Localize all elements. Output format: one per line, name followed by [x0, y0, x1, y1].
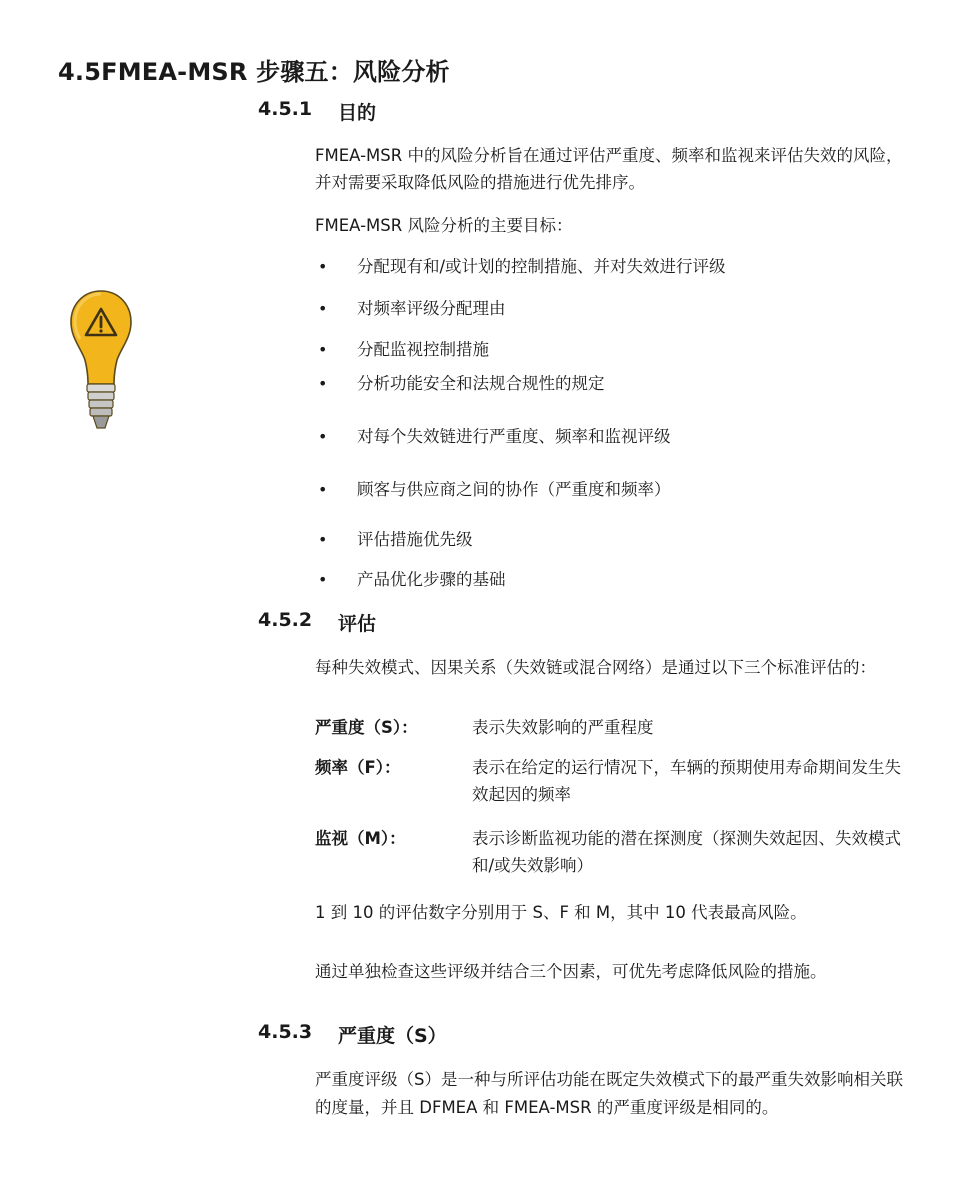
bullet-marker: • — [318, 427, 328, 446]
definition-term: 严重度（S）： — [315, 718, 418, 737]
list-item: 分配现有和/或计划的控制措施、并对失效进行评级 — [357, 257, 726, 276]
list-item: 对频率评级分配理由 — [357, 299, 506, 318]
list-item: 评估措施优先级 — [357, 530, 473, 549]
bullet-marker: • — [318, 374, 328, 393]
evaluation-intro: 每种失效模式、因果关系（失效链或混合网络）是通过以下三个标准评估的： — [315, 658, 876, 677]
section-number: 4.5.3 — [258, 1021, 313, 1043]
list-item: 分析功能安全和法规合规性的规定 — [357, 374, 605, 393]
bullet-marker: • — [318, 530, 328, 549]
section-title: 严重度（S） — [338, 1025, 447, 1047]
scale-note: 1 到 10 的评估数字分别用于 S、F 和 M，其中 10 代表最高风险。 — [315, 903, 807, 922]
definition-term: 监视（M）： — [315, 829, 406, 848]
list-item: 顾客与供应商之间的协作（严重度和频率） — [357, 480, 671, 499]
list-item: 产品优化步骤的基础 — [357, 570, 506, 589]
list-item: 对每个失效链进行严重度、频率和监视评级 — [357, 427, 671, 446]
definition-text: 表示诊断监视功能的潜在探测度（探测失效起因、失效模式和/或失效影响） — [472, 829, 901, 875]
purpose-paragraph: FMEA-MSR 中的风险分析旨在通过评估严重度、频率和监视来评估失效的风险，并对需要采取降低风险的措施进行优先排序。 — [315, 146, 903, 192]
bullet-marker: • — [318, 340, 328, 359]
definition-term: 频率（F）： — [315, 758, 401, 777]
list-item: 分配监视控制措施 — [357, 340, 489, 359]
section-title: 评估 — [338, 613, 377, 635]
bullet-marker: • — [318, 299, 328, 318]
bullet-marker: • — [318, 257, 328, 276]
section-title: 目的 — [338, 102, 377, 124]
objectives-intro: FMEA-MSR 风险分析的主要目标： — [315, 216, 573, 235]
severity-paragraph: 严重度评级（S）是一种与所评估功能在既定失效模式下的最严重失效影响相关联的度量，并且 DFMEA 和 FMEA-MSR 的严重度评级是相同的。 — [315, 1070, 903, 1117]
bullet-marker: • — [318, 570, 328, 589]
combine-note: 通过单独检查这些评级并结合三个因素，可优先考虑降低风险的措施。 — [315, 962, 827, 981]
section-number: 4.5.1 — [258, 98, 313, 120]
definition-text: 表示在给定的运行情况下，车辆的预期使用寿命期间发生失效起因的频率 — [472, 758, 901, 804]
page-title: 4.5FMEA-MSR 步骤五：风险分析 — [58, 58, 450, 86]
section-number: 4.5.2 — [258, 609, 313, 631]
definition-text: 表示失效影响的严重程度 — [472, 718, 654, 737]
bullet-marker: • — [318, 480, 328, 499]
lightbulb-warning-icon — [68, 288, 134, 434]
